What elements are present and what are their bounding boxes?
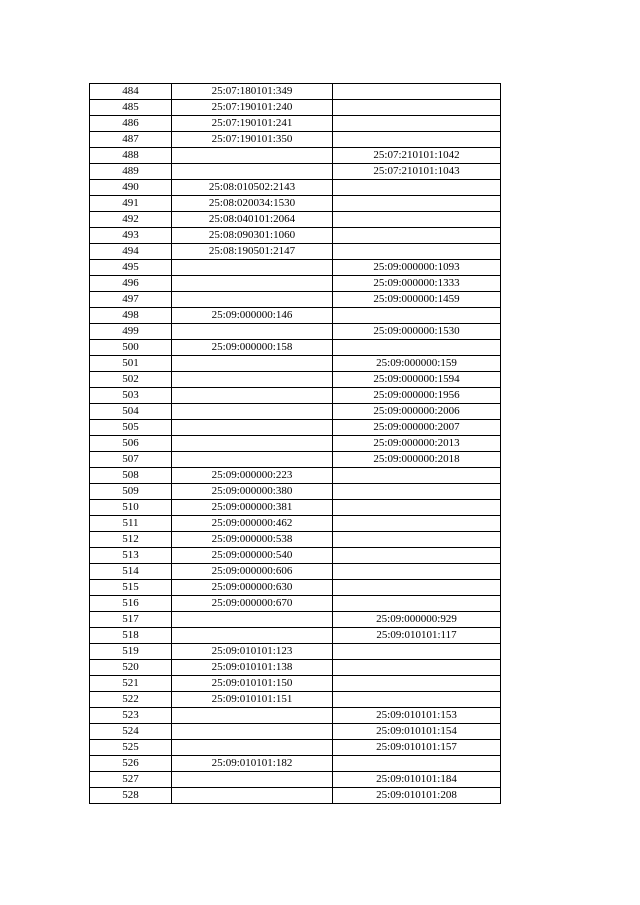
cadastral-number-cell-a [172,164,333,180]
cadastral-number-cell-b [333,228,501,244]
table-row [90,516,501,532]
row-number-cell: 505 [90,420,172,436]
cadastral-number-cell-a [172,260,333,276]
table-row [90,484,501,500]
cadastral-number-cell-a: 25:09:000000:146 [172,308,333,324]
row-number-cell: 513 [90,548,172,564]
cadastral-number-cell-b [333,244,501,260]
cadastral-number-cell-a [172,628,333,644]
table-row [90,692,501,708]
table-row [90,580,501,596]
cadastral-number-cell-a [172,772,333,788]
row-number-cell: 511 [90,516,172,532]
table-row [90,724,501,740]
cadastral-number-cell-b: 25:09:000000:1459 [333,292,501,308]
row-number-cell: 498 [90,308,172,324]
row-number-cell: 507 [90,452,172,468]
row-number-cell: 506 [90,436,172,452]
table-row [90,196,501,212]
row-number-cell: 494 [90,244,172,260]
cadastral-number-cell-b: 25:07:210101:1042 [333,148,501,164]
row-number-cell: 519 [90,644,172,660]
table-row [90,308,501,324]
table-row [90,500,501,516]
cadastral-number-cell-b: 25:09:010101:154 [333,724,501,740]
row-number-cell: 523 [90,708,172,724]
row-number-cell: 514 [90,564,172,580]
row-number-cell: 492 [90,212,172,228]
row-number-cell: 499 [90,324,172,340]
table-row [90,292,501,308]
cadastral-number-cell-b [333,84,501,100]
row-number-cell: 528 [90,788,172,804]
cadastral-number-cell-b: 25:09:000000:2013 [333,436,501,452]
cadastral-number-cell-a [172,708,333,724]
cadastral-number-cell-a [172,276,333,292]
row-number-cell: 518 [90,628,172,644]
row-number-cell: 501 [90,356,172,372]
table-row [90,772,501,788]
row-number-cell: 512 [90,532,172,548]
cadastral-number-cell-a [172,724,333,740]
cadastral-number-cell-a: 25:09:000000:223 [172,468,333,484]
cadastral-number-cell-b: 25:09:000000:2007 [333,420,501,436]
table-row [90,180,501,196]
row-number-cell: 521 [90,676,172,692]
cadastral-number-cell-a: 25:09:000000:540 [172,548,333,564]
cadastral-number-cell-b: 25:09:010101:153 [333,708,501,724]
table-row [90,532,501,548]
cadastral-number-cell-a: 25:08:190501:2147 [172,244,333,260]
table-row [90,100,501,116]
row-number-cell: 527 [90,772,172,788]
table-row [90,372,501,388]
row-number-cell: 493 [90,228,172,244]
cadastral-number-cell-b [333,340,501,356]
cadastral-number-cell-a: 25:09:000000:538 [172,532,333,548]
table-row [90,612,501,628]
cadastral-number-cell-b [333,580,501,596]
cadastral-number-cell-b [333,116,501,132]
cadastral-number-cell-a [172,356,333,372]
cadastral-number-cell-a: 25:09:000000:670 [172,596,333,612]
table-row [90,452,501,468]
cadastral-number-cell-b [333,468,501,484]
cadastral-number-cell-b [333,180,501,196]
table-row [90,260,501,276]
row-number-cell: 525 [90,740,172,756]
table-row [90,228,501,244]
table-row [90,596,501,612]
cadastral-number-cell-a: 25:09:010101:123 [172,644,333,660]
table-row [90,340,501,356]
cadastral-number-cell-a: 25:08:090301:1060 [172,228,333,244]
cadastral-number-cell-b: 25:09:000000:159 [333,356,501,372]
cadastral-number-cell-b [333,564,501,580]
cadastral-number-cell-b [333,660,501,676]
row-number-cell: 488 [90,148,172,164]
cadastral-number-cell-a: 25:09:010101:151 [172,692,333,708]
row-number-cell: 496 [90,276,172,292]
cadastral-number-cell-b: 25:09:000000:1594 [333,372,501,388]
cadastral-number-cell-a [172,612,333,628]
cadastral-number-cell-b: 25:09:010101:157 [333,740,501,756]
cadastral-number-cell-a [172,404,333,420]
cadastral-number-cell-b [333,644,501,660]
table-row [90,420,501,436]
row-number-cell: 484 [90,84,172,100]
row-number-cell: 504 [90,404,172,420]
row-number-cell: 522 [90,692,172,708]
table-row [90,148,501,164]
table-body [90,84,501,804]
table-row [90,660,501,676]
row-number-cell: 508 [90,468,172,484]
cadastral-number-cell-a [172,148,333,164]
cadastral-number-cell-b [333,596,501,612]
row-number-cell: 485 [90,100,172,116]
cadastral-number-cell-a [172,452,333,468]
row-number-cell: 526 [90,756,172,772]
table-row [90,628,501,644]
cadastral-number-cell-b [333,132,501,148]
cadastral-number-cell-a [172,788,333,804]
cadastral-number-cell-a: 25:09:000000:380 [172,484,333,500]
table-row [90,388,501,404]
table-row [90,116,501,132]
table-row [90,324,501,340]
cadastral-number-cell-b: 25:09:000000:2006 [333,404,501,420]
row-number-cell: 500 [90,340,172,356]
cadastral-number-cell-a [172,436,333,452]
cadastral-number-table [89,83,501,804]
cadastral-number-cell-a [172,420,333,436]
row-number-cell: 486 [90,116,172,132]
row-number-cell: 510 [90,500,172,516]
table-row [90,740,501,756]
cadastral-number-cell-a: 25:09:000000:606 [172,564,333,580]
cadastral-number-cell-b: 25:09:010101:184 [333,772,501,788]
cadastral-number-cell-a: 25:08:040101:2064 [172,212,333,228]
cadastral-number-cell-b: 25:07:210101:1043 [333,164,501,180]
cadastral-number-cell-a [172,372,333,388]
cadastral-number-cell-a: 25:09:010101:138 [172,660,333,676]
cadastral-number-cell-a: 25:09:000000:158 [172,340,333,356]
row-number-cell: 517 [90,612,172,628]
cadastral-number-cell-b: 25:09:010101:208 [333,788,501,804]
table-row [90,788,501,804]
table-row [90,436,501,452]
cadastral-number-cell-a: 25:07:190101:350 [172,132,333,148]
cadastral-number-cell-b [333,196,501,212]
row-number-cell: 516 [90,596,172,612]
cadastral-number-cell-b: 25:09:000000:1530 [333,324,501,340]
cadastral-number-cell-a: 25:07:180101:349 [172,84,333,100]
table-row [90,164,501,180]
row-number-cell: 495 [90,260,172,276]
cadastral-number-cell-a: 25:08:020034:1530 [172,196,333,212]
row-number-cell: 487 [90,132,172,148]
row-number-cell: 524 [90,724,172,740]
table-row [90,468,501,484]
cadastral-number-cell-b [333,484,501,500]
table-row [90,756,501,772]
cadastral-number-cell-b [333,548,501,564]
table-row [90,132,501,148]
row-number-cell: 490 [90,180,172,196]
cadastral-number-cell-a: 25:09:000000:462 [172,516,333,532]
cadastral-number-cell-a: 25:09:010101:150 [172,676,333,692]
row-number-cell: 497 [90,292,172,308]
table-row [90,548,501,564]
table-row [90,676,501,692]
table-row [90,404,501,420]
row-number-cell: 520 [90,660,172,676]
cadastral-number-cell-a: 25:09:000000:381 [172,500,333,516]
table-row [90,356,501,372]
cadastral-number-cell-a [172,388,333,404]
row-number-cell: 502 [90,372,172,388]
table-row [90,84,501,100]
table-row [90,564,501,580]
table-row [90,276,501,292]
cadastral-number-cell-b: 25:09:000000:2018 [333,452,501,468]
cadastral-number-cell-a [172,292,333,308]
row-number-cell: 491 [90,196,172,212]
cadastral-number-cell-b [333,516,501,532]
row-number-cell: 503 [90,388,172,404]
cadastral-number-cell-b: 25:09:000000:1333 [333,276,501,292]
cadastral-number-cell-a [172,324,333,340]
cadastral-number-cell-a: 25:08:010502:2143 [172,180,333,196]
cadastral-number-cell-b: 25:09:000000:1093 [333,260,501,276]
cadastral-number-cell-b [333,692,501,708]
cadastral-number-cell-a: 25:09:000000:630 [172,580,333,596]
cadastral-number-cell-b [333,100,501,116]
cadastral-number-cell-b [333,212,501,228]
cadastral-number-cell-a: 25:07:190101:241 [172,116,333,132]
cadastral-number-cell-b [333,500,501,516]
row-number-cell: 509 [90,484,172,500]
cadastral-number-cell-b: 25:09:000000:929 [333,612,501,628]
cadastral-number-cell-b [333,676,501,692]
cadastral-number-cell-b: 25:09:000000:1956 [333,388,501,404]
cadastral-number-cell-b: 25:09:010101:117 [333,628,501,644]
table-row [90,708,501,724]
table-row [90,644,501,660]
table-row [90,244,501,260]
table-row [90,212,501,228]
cadastral-number-cell-a: 25:09:010101:182 [172,756,333,772]
cadastral-number-cell-b [333,532,501,548]
cadastral-number-cell-b [333,756,501,772]
row-number-cell: 489 [90,164,172,180]
cadastral-number-cell-b [333,308,501,324]
cadastral-number-cell-a: 25:07:190101:240 [172,100,333,116]
cadastral-number-cell-a [172,740,333,756]
row-number-cell: 515 [90,580,172,596]
